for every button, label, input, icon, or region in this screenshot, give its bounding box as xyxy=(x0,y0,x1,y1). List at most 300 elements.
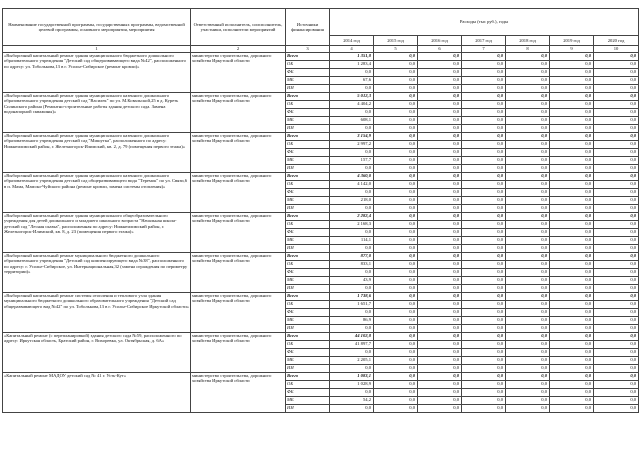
amount-cell: 0,0 xyxy=(506,229,550,237)
amount-cell: 0,0 xyxy=(462,317,506,325)
amount-cell: 0,0 xyxy=(330,325,374,333)
amount-cell: 2 997,2 xyxy=(330,141,374,149)
amount-cell: 54,2 xyxy=(330,397,374,405)
amount-cell: 0,0 xyxy=(594,197,639,205)
funding-source: ОБ xyxy=(286,341,330,349)
amount-cell: 0,0 xyxy=(550,61,594,69)
amount-cell: 0,0 xyxy=(330,69,374,77)
amount-cell: 0,0 xyxy=(462,261,506,269)
amount-cell: 0,0 xyxy=(550,269,594,277)
measure-name: «Капитальный ремонт (с перепланировкой) здания детского сада №59, расположенного по адресу: Иркутская область, Братский район, г. Вихоревка, ул. Октябрьская, д. 6А» xyxy=(3,333,191,373)
amount-cell: 0,0 xyxy=(418,325,462,333)
amount-cell: 0,0 xyxy=(506,53,550,61)
amount-cell: 0,0 xyxy=(462,101,506,109)
amount-cell: 4 360,0 xyxy=(330,173,374,181)
amount-cell: 0,0 xyxy=(506,181,550,189)
amount-cell: 0,0 xyxy=(594,117,639,125)
amount-cell: 0,0 xyxy=(330,125,374,133)
amount-cell: 0,0 xyxy=(550,69,594,77)
amount-cell: 0,0 xyxy=(418,389,462,397)
amount-cell: 0,0 xyxy=(418,77,462,85)
amount-cell: 0,0 xyxy=(418,133,462,141)
funding-source: ИИ xyxy=(286,325,330,333)
amount-cell: 0,0 xyxy=(594,301,639,309)
amount-cell: 0,0 xyxy=(462,397,506,405)
funding-source: ФБ xyxy=(286,189,330,197)
amount-cell: 0,0 xyxy=(418,221,462,229)
amount-cell: 0,0 xyxy=(418,349,462,357)
header-year: 2019 год xyxy=(550,36,594,46)
amount-cell: 0,0 xyxy=(374,405,418,413)
amount-cell: 0,0 xyxy=(594,205,639,213)
amount-cell: 0,0 xyxy=(418,181,462,189)
header-expenses: Расходы (тыс руб.), годы xyxy=(330,9,639,36)
amount-cell: 0,0 xyxy=(594,181,639,189)
amount-cell: 0,0 xyxy=(594,101,639,109)
amount-cell: 0,0 xyxy=(550,181,594,189)
amount-cell: 877,0 xyxy=(330,253,374,261)
amount-cell: 0,0 xyxy=(374,365,418,373)
column-number: 8 xyxy=(506,46,550,53)
funding-source: ИИ xyxy=(286,125,330,133)
amount-cell: 0,0 xyxy=(462,253,506,261)
amount-cell: 0,0 xyxy=(418,237,462,245)
table-row xyxy=(3,93,639,101)
amount-cell: 0,0 xyxy=(594,109,639,117)
amount-cell: 0,0 xyxy=(506,189,550,197)
amount-cell: 0,0 xyxy=(418,189,462,197)
amount-cell: 0,0 xyxy=(374,261,418,269)
amount-cell: 0,0 xyxy=(506,277,550,285)
amount-cell: 0,0 xyxy=(330,405,374,413)
amount-cell: 0,0 xyxy=(594,277,639,285)
funding-source: МБ xyxy=(286,197,330,205)
amount-cell: 0,0 xyxy=(374,397,418,405)
amount-cell: 0,0 xyxy=(418,381,462,389)
amount-cell: 0,0 xyxy=(506,309,550,317)
amount-cell: 44 102,8 xyxy=(330,333,374,341)
table-row xyxy=(3,373,639,381)
amount-cell: 0,0 xyxy=(374,381,418,389)
amount-cell: 0,0 xyxy=(594,229,639,237)
amount-cell: 0,0 xyxy=(462,269,506,277)
funding-source: ФБ xyxy=(286,229,330,237)
amount-cell: 0,0 xyxy=(418,365,462,373)
amount-cell: 0,0 xyxy=(506,101,550,109)
amount-cell: 0,0 xyxy=(462,157,506,165)
amount-cell: 0,0 xyxy=(594,157,639,165)
amount-cell: 0,0 xyxy=(374,253,418,261)
amount-cell: 86,9 xyxy=(330,317,374,325)
funding-source: ОБ xyxy=(286,61,330,69)
amount-cell: 0,0 xyxy=(462,77,506,85)
amount-cell: 0,0 xyxy=(374,301,418,309)
amount-cell: 0,0 xyxy=(594,213,639,221)
amount-cell: 0,0 xyxy=(374,229,418,237)
amount-cell: 0,0 xyxy=(374,277,418,285)
amount-cell: 0,0 xyxy=(506,349,550,357)
amount-cell: 0,0 xyxy=(374,181,418,189)
measure-name: «Выборочный капитальный ремонт здания муниципального общеобразовательного учреждения для детей дошкольного и младшего школьного возраста "Начальная школа-детский сад "Лесная сказка", расположенная по адресу: Нижнеилимский район, г. Железногорск-Илимский, кв. 8, д. 23 (помещения первого этажа)» xyxy=(3,213,191,253)
amount-cell: 0,0 xyxy=(594,325,639,333)
table-row xyxy=(3,213,639,221)
funding-source: ФБ xyxy=(286,309,330,317)
amount-cell: 0,0 xyxy=(374,389,418,397)
amount-cell: 0,0 xyxy=(330,85,374,93)
amount-cell: 0,0 xyxy=(594,293,639,301)
amount-cell: 0,0 xyxy=(374,197,418,205)
amount-cell: 0,0 xyxy=(550,341,594,349)
amount-cell: 0,0 xyxy=(418,85,462,93)
amount-cell: 0,0 xyxy=(550,141,594,149)
funding-source: ФБ xyxy=(286,389,330,397)
amount-cell: 0,0 xyxy=(374,125,418,133)
expenditure-table xyxy=(2,8,639,413)
amount-cell: 0,0 xyxy=(374,373,418,381)
amount-cell: 0,0 xyxy=(374,93,418,101)
funding-source: ФБ xyxy=(286,269,330,277)
funding-source: ФБ xyxy=(286,349,330,357)
amount-cell: 0,0 xyxy=(374,205,418,213)
amount-cell: 0,0 xyxy=(506,301,550,309)
amount-cell: 0,0 xyxy=(418,197,462,205)
amount-cell: 0,0 xyxy=(418,93,462,101)
amount-cell: 0,0 xyxy=(330,165,374,173)
amount-cell: 0,0 xyxy=(374,357,418,365)
amount-cell: 0,0 xyxy=(550,213,594,221)
amount-cell: 0,0 xyxy=(462,405,506,413)
amount-cell: 0,0 xyxy=(462,133,506,141)
amount-cell: 0,0 xyxy=(418,53,462,61)
amount-cell: 0,0 xyxy=(462,333,506,341)
amount-cell: 0,0 xyxy=(462,173,506,181)
amount-cell: 0,0 xyxy=(594,397,639,405)
executor: министерство строительства, дорожного хозяйства Иркутской области xyxy=(191,173,286,213)
amount-cell: 218,0 xyxy=(330,197,374,205)
amount-cell: 0,0 xyxy=(418,397,462,405)
amount-cell: 114,1 xyxy=(330,237,374,245)
funding-source: Всего xyxy=(286,93,330,101)
amount-cell: 0,0 xyxy=(594,349,639,357)
amount-cell: 0,0 xyxy=(506,365,550,373)
amount-cell: 0,0 xyxy=(550,205,594,213)
amount-cell: 0,0 xyxy=(506,93,550,101)
amount-cell: 0,0 xyxy=(550,53,594,61)
funding-source: МБ xyxy=(286,277,330,285)
funding-source: ОБ xyxy=(286,261,330,269)
amount-cell: 41 897,7 xyxy=(330,341,374,349)
funding-source: Всего xyxy=(286,133,330,141)
table-row xyxy=(3,53,639,61)
amount-cell: 0,0 xyxy=(550,253,594,261)
amount-cell: 0,0 xyxy=(418,333,462,341)
amount-cell: 0,0 xyxy=(550,397,594,405)
funding-source: ИИ xyxy=(286,365,330,373)
column-number: 6 xyxy=(418,46,462,53)
amount-cell: 0,0 xyxy=(550,237,594,245)
amount-cell: 0,0 xyxy=(594,125,639,133)
funding-source: ОБ xyxy=(286,181,330,189)
amount-cell: 0,0 xyxy=(418,357,462,365)
header-year: 2015 год xyxy=(374,36,418,46)
amount-cell: 0,0 xyxy=(594,69,639,77)
amount-cell: 0,0 xyxy=(550,317,594,325)
funding-source: ОБ xyxy=(286,301,330,309)
amount-cell: 0,0 xyxy=(550,165,594,173)
amount-cell: 0,0 xyxy=(418,245,462,253)
amount-cell: 0,0 xyxy=(374,221,418,229)
amount-cell: 0,0 xyxy=(506,205,550,213)
amount-cell: 0,0 xyxy=(594,365,639,373)
amount-cell: 0,0 xyxy=(374,293,418,301)
column-number: 9 xyxy=(550,46,594,53)
amount-cell: 4 142,0 xyxy=(330,181,374,189)
amount-cell: 0,0 xyxy=(374,333,418,341)
amount-cell: 0,0 xyxy=(550,221,594,229)
amount-cell: 0,0 xyxy=(462,149,506,157)
amount-cell: 0,0 xyxy=(506,389,550,397)
amount-cell: 0,0 xyxy=(462,61,506,69)
funding-source: ОБ xyxy=(286,221,330,229)
executor: министерство строительства, дорожного хозяйства Иркутской области xyxy=(191,93,286,133)
header-source: Источники финансирования xyxy=(286,9,330,46)
funding-source: ИИ xyxy=(286,165,330,173)
amount-cell: 0,0 xyxy=(374,133,418,141)
amount-cell: 0,0 xyxy=(506,141,550,149)
amount-cell: 0,0 xyxy=(550,109,594,117)
amount-cell: 0,0 xyxy=(374,149,418,157)
amount-cell: 0,0 xyxy=(462,181,506,189)
amount-cell: 0,0 xyxy=(418,293,462,301)
amount-cell: 0,0 xyxy=(374,109,418,117)
amount-cell: 0,0 xyxy=(374,341,418,349)
amount-cell: 0,0 xyxy=(330,269,374,277)
header-year: 2016 год xyxy=(418,36,462,46)
amount-cell: 0,0 xyxy=(462,117,506,125)
amount-cell: 0,0 xyxy=(330,205,374,213)
amount-cell: 0,0 xyxy=(506,117,550,125)
amount-cell: 0,0 xyxy=(550,325,594,333)
amount-cell: 0,0 xyxy=(462,381,506,389)
amount-cell: 0,0 xyxy=(418,229,462,237)
header-executor: Ответственный исполнитель, соисполнитель, участники, исполнители мероприятий xyxy=(191,9,286,46)
amount-cell: 0,0 xyxy=(418,317,462,325)
amount-cell: 0,0 xyxy=(374,141,418,149)
table-body xyxy=(3,53,639,413)
amount-cell: 0,0 xyxy=(418,61,462,69)
amount-cell: 0,0 xyxy=(594,133,639,141)
header-name: Наименование государственной программы, государственных программы, ведомственной целевой программы, основного мероприятия, мероприятия xyxy=(3,9,191,46)
measure-name: «Выборочный капитальный ремонт здания муниципального бюджетного дошкольного образовательного учреждения "Детский сад общеразвивающего вида №42", расположенного по адресу: ул. Тоболькова,13 в г. Усолье-Сибирское (ремонт кровли)» xyxy=(3,53,191,93)
amount-cell: 0,0 xyxy=(594,141,639,149)
amount-cell: 0,0 xyxy=(506,341,550,349)
amount-cell: 0,0 xyxy=(550,157,594,165)
funding-source: ОБ xyxy=(286,101,330,109)
amount-cell: 0,0 xyxy=(330,285,374,293)
amount-cell: 0,0 xyxy=(374,85,418,93)
amount-cell: 608,1 xyxy=(330,117,374,125)
funding-source: ФБ xyxy=(286,109,330,117)
amount-cell: 0,0 xyxy=(594,93,639,101)
amount-cell: 0,0 xyxy=(506,261,550,269)
header-row xyxy=(3,9,639,36)
amount-cell: 0,0 xyxy=(330,189,374,197)
amount-cell: 0,0 xyxy=(594,405,639,413)
amount-cell: 1 351,8 xyxy=(330,53,374,61)
measure-name: «Выборочный капитальный ремонт здания муниципального казенного дошкольного образовательного учреждения детский сад "Мишутка", расположенного по адресу: Нижнеилимский район, г. Железногорск-Илимский, кв. 2, д. 79 (помещения первого этажа)» xyxy=(3,133,191,173)
amount-cell: 0,0 xyxy=(462,285,506,293)
amount-cell: 0,0 xyxy=(462,309,506,317)
amount-cell: 0,0 xyxy=(374,165,418,173)
amount-cell: 0,0 xyxy=(374,317,418,325)
amount-cell: 0,0 xyxy=(418,277,462,285)
amount-cell: 0,0 xyxy=(418,309,462,317)
amount-cell: 0,0 xyxy=(418,125,462,133)
column-number: 7 xyxy=(462,46,506,53)
amount-cell: 0,0 xyxy=(374,53,418,61)
amount-cell: 0,0 xyxy=(462,141,506,149)
amount-cell: 0,0 xyxy=(374,69,418,77)
amount-cell: 0,0 xyxy=(462,93,506,101)
amount-cell: 0,0 xyxy=(506,133,550,141)
amount-cell: 0,0 xyxy=(374,309,418,317)
amount-cell: 0,0 xyxy=(550,357,594,365)
amount-cell: 0,0 xyxy=(594,165,639,173)
funding-source: ОБ xyxy=(286,381,330,389)
amount-cell: 0,0 xyxy=(550,349,594,357)
amount-cell: 0,0 xyxy=(330,149,374,157)
amount-cell: 0,0 xyxy=(594,77,639,85)
amount-cell: 0,0 xyxy=(462,53,506,61)
amount-cell: 0,0 xyxy=(330,365,374,373)
amount-cell: 0,0 xyxy=(506,149,550,157)
amount-cell: 0,0 xyxy=(594,317,639,325)
amount-cell: 0,0 xyxy=(462,245,506,253)
amount-cell: 0,0 xyxy=(374,189,418,197)
amount-cell: 0,0 xyxy=(594,189,639,197)
funding-source: Всего xyxy=(286,173,330,181)
amount-cell: 0,0 xyxy=(550,101,594,109)
amount-cell: 0,0 xyxy=(506,173,550,181)
amount-cell: 4 404,2 xyxy=(330,101,374,109)
amount-cell: 0,0 xyxy=(418,205,462,213)
amount-cell: 0,0 xyxy=(550,293,594,301)
amount-cell: 0,0 xyxy=(550,277,594,285)
amount-cell: 0,0 xyxy=(594,389,639,397)
amount-cell: 0,0 xyxy=(462,349,506,357)
amount-cell: 0,0 xyxy=(506,285,550,293)
amount-cell: 157,7 xyxy=(330,157,374,165)
amount-cell: 0,0 xyxy=(374,245,418,253)
amount-cell: 0,0 xyxy=(506,69,550,77)
amount-cell: 0,0 xyxy=(462,197,506,205)
header-year: 2014 год xyxy=(330,36,374,46)
amount-cell: 0,0 xyxy=(594,245,639,253)
amount-cell: 0,0 xyxy=(330,349,374,357)
funding-source: Всего xyxy=(286,333,330,341)
amount-cell: 1 651,7 xyxy=(330,301,374,309)
amount-cell: 0,0 xyxy=(462,373,506,381)
amount-cell: 2 205,1 xyxy=(330,357,374,365)
amount-cell: 0,0 xyxy=(550,149,594,157)
amount-cell: 0,0 xyxy=(594,173,639,181)
amount-cell: 0,0 xyxy=(506,237,550,245)
amount-cell: 0,0 xyxy=(462,357,506,365)
executor: министерство строительства, дорожного хозяйства Иркутской области xyxy=(191,53,286,93)
amount-cell: 0,0 xyxy=(418,101,462,109)
amount-cell: 0,0 xyxy=(506,397,550,405)
amount-cell: 0,0 xyxy=(462,389,506,397)
amount-cell: 0,0 xyxy=(506,125,550,133)
amount-cell: 0,0 xyxy=(506,333,550,341)
amount-cell: 0,0 xyxy=(418,141,462,149)
amount-cell: 0,0 xyxy=(506,317,550,325)
column-number: 3 xyxy=(286,46,330,53)
amount-cell: 0,0 xyxy=(594,269,639,277)
amount-cell: 0,0 xyxy=(462,189,506,197)
measure-name: «Выборочный капитальный ремонт здания муниципального казенного дошкольного образовательного учреждения детский сад "Василек" по ул. М.Ковальской,25 в д. Куреть Сплинского района (Ремонтно-строительные работы здания детского сада. Замена водонапорной скважины)» xyxy=(3,93,191,133)
amount-cell: 0,0 xyxy=(550,93,594,101)
funding-source: МБ xyxy=(286,237,330,245)
amount-cell: 0,0 xyxy=(506,213,550,221)
amount-cell: 0,0 xyxy=(506,165,550,173)
executor: министерство строительства, дорожного хозяйства Иркутской области xyxy=(191,373,286,413)
funding-source: ФБ xyxy=(286,149,330,157)
measure-name: «Выборочный капитальный ремонт муниципального бюджетного дошкольного образовательного учреждения "Детский сад компенсирующего вида №38", расположенного по адресу: г. Усолье-Сибирское, ул. Интернациональная,32 (замена ограждения по периметру территории)» xyxy=(3,253,191,293)
funding-source: МБ xyxy=(286,117,330,125)
amount-cell: 0,0 xyxy=(550,85,594,93)
amount-cell: 2 168,3 xyxy=(330,221,374,229)
amount-cell: 0,0 xyxy=(594,333,639,341)
amount-cell: 0,0 xyxy=(550,373,594,381)
table-row xyxy=(3,293,639,301)
amount-cell: 0,0 xyxy=(462,301,506,309)
amount-cell: 1 083,1 xyxy=(330,373,374,381)
amount-cell: 0,0 xyxy=(550,125,594,133)
funding-source: ИИ xyxy=(286,205,330,213)
amount-cell: 0,0 xyxy=(418,301,462,309)
column-number: 10 xyxy=(594,46,639,53)
amount-cell: 1 738,6 xyxy=(330,293,374,301)
column-number: 5 xyxy=(374,46,418,53)
header-year: 2020 год xyxy=(594,36,639,46)
amount-cell: 0,0 xyxy=(418,285,462,293)
header-year: 2018 год xyxy=(506,36,550,46)
amount-cell: 0,0 xyxy=(462,341,506,349)
amount-cell: 0,0 xyxy=(594,221,639,229)
amount-cell: 0,0 xyxy=(374,101,418,109)
amount-cell: 0,0 xyxy=(506,405,550,413)
amount-cell: 67,6 xyxy=(330,77,374,85)
amount-cell: 0,0 xyxy=(506,77,550,85)
amount-cell: 0,0 xyxy=(418,157,462,165)
amount-cell: 0,0 xyxy=(462,325,506,333)
table-row xyxy=(3,253,639,261)
amount-cell: 0,0 xyxy=(550,173,594,181)
amount-cell: 0,0 xyxy=(418,253,462,261)
amount-cell: 0,0 xyxy=(462,205,506,213)
amount-cell: 0,0 xyxy=(506,269,550,277)
amount-cell: 0,0 xyxy=(374,213,418,221)
amount-cell: 0,0 xyxy=(418,117,462,125)
column-number: 4 xyxy=(330,46,374,53)
amount-cell: 0,0 xyxy=(594,149,639,157)
amount-cell: 0,0 xyxy=(550,389,594,397)
amount-cell: 0,0 xyxy=(550,133,594,141)
amount-cell: 0,0 xyxy=(462,277,506,285)
funding-source: МБ xyxy=(286,357,330,365)
amount-cell: 0,0 xyxy=(506,85,550,93)
